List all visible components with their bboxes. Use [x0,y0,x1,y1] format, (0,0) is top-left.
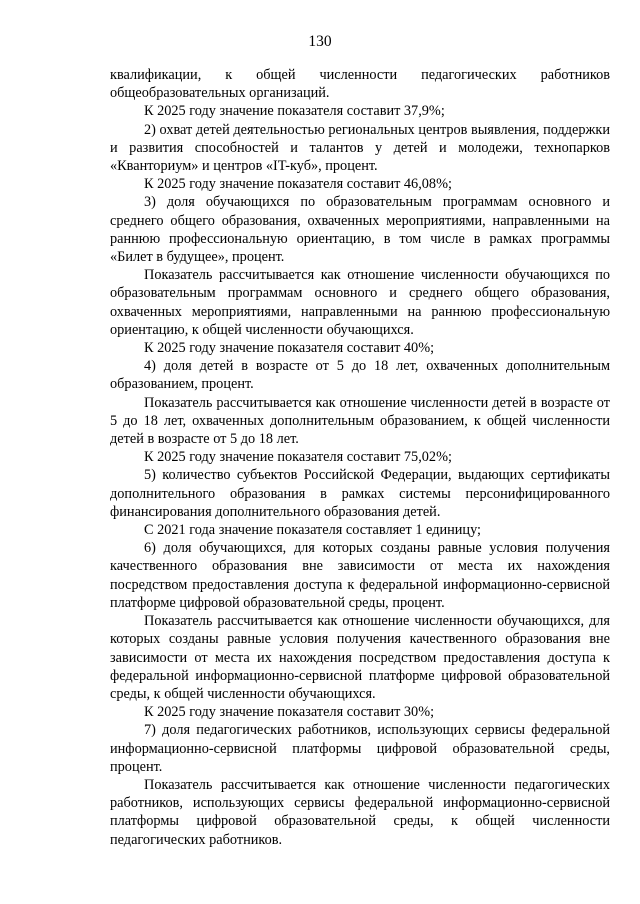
paragraph-indicator-2: 2) охват детей деятельностью региональных центров выявления, поддержки и развития способностей и талантов у детей и молодежи, технопарков «Кванториум» и центров «IT-куб», процент. [110,121,610,175]
paragraph-value-note: С 2021 года значение показателя составляет 1 единицу; [144,522,482,539]
paragraph-indicator-6: 6) доля обучающихся, для которых созданы равные условия получения качественного образования вне зависимости от места их нахождения посредством предоставления доступа к федеральной информационно-сервисной платформе цифровой образовательной среды, процент. [110,540,610,611]
paragraph-value-note: К 2025 году значение показателя составит 75,02%; [144,449,452,466]
paragraph-calculation: Показатель рассчитывается как отношение численности обучающихся, для которых созданы равные условия получения качественного образования вне зависимости от места их нахождения посредством предоставления доступа к федеральной информационно-сервисной платформе цифровой образовательной среды, к общей численности обучающихся. [110,613,610,702]
paragraph-value-note: К 2025 году значение показателя составит 37,9%; [144,103,445,120]
document-body [110,66,610,849]
paragraph-calculation: Показатель рассчитывается как отношение численности детей в возрасте от 5 до 18 лет, охваченных дополнительным образованием, к общей численности детей в возрасте от 5 до 18 лет. [110,394,610,448]
paragraph-indicator-7: 7) доля педагогических работников, использующих сервисы федеральной информационно-сервисной платформы цифровой образовательной среды, процент. [110,722,610,775]
paragraph-calculation: Показатель рассчитывается как отношение численности обучающихся по образовательным программам основного и среднего общего образования, охваченных мероприятиями, направленными на раннюю профессиональную ориентацию, к общей численности обучающихся. [110,267,610,338]
paragraph-calculation: Показатель рассчитывается как отношение численности педагогических работников, использующих сервисы федеральной информационно-сервисной платформы цифровой образовательной среды, к общей численности педагогических работников. [110,776,610,848]
paragraph-indicator-5: 5) количество субъектов Российской Федерации, выдающих сертификаты дополнительного образования в рамках системы персонифицированного финансирования дополнительного образования детей. [110,467,610,520]
paragraph-indicator-4: 4) доля детей в возрасте от 5 до 18 лет, охваченных дополнительным образованием, процент. [110,358,610,393]
paragraph-value-note: К 2025 году значение показателя составит 30%; [144,704,435,721]
page-number: 130 [308,33,332,50]
paragraph-value-note: К 2025 году значение показателя составит 46,08%; [144,176,452,193]
paragraph-continuation: квалификации, к общей численности педагогических работников общеобразовательных организаций. [110,67,610,102]
paragraph-value-note: К 2025 году значение показателя составит 40%; [144,340,435,357]
paragraph-indicator-3: 3) доля обучающихся по образовательным программам основного и среднего общего образования, охваченных мероприятиями, направленными на раннюю профессиональную ориентацию, в том числе в рамках программы «Билет в будущее», процент. [110,194,610,266]
